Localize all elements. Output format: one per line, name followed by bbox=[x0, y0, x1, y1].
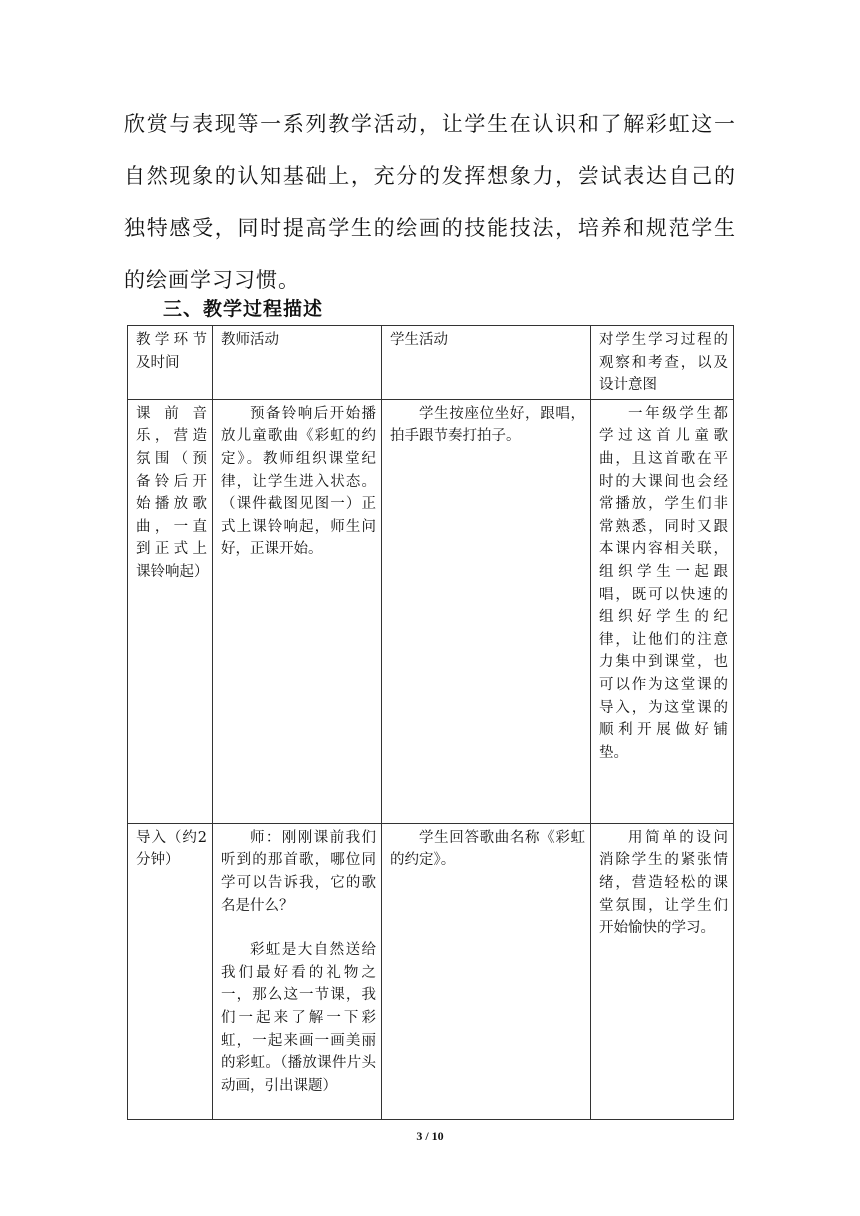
header-teacher-activity: 教师活动 bbox=[213, 326, 382, 400]
table-row bbox=[128, 823, 734, 1119]
intro-paragraph: 欣赏与表现等一系列教学活动，让学生在认识和了解彩虹这一自然现象的认知基础上，充分的发挥想象力，尝试表达自己的独特感受，同时提高学生的绘画的技能技法，培养和规范学生的绘画学习习惯。 bbox=[124, 112, 736, 292]
table-header-row bbox=[128, 326, 734, 400]
stage-cell: 导入（约2分钟） bbox=[128, 823, 213, 1119]
teacher-activity-cell bbox=[213, 823, 382, 1119]
teacher-activity-text: 彩虹是大自然送给我们最好看的礼物之一，那么这一节课，我们一起来了解一下彩虹，一起来画一画美丽的彩虹。（播放课件片头动画，引出课题） bbox=[221, 942, 376, 1094]
header-student-activity: 学生活动 bbox=[382, 326, 591, 400]
teacher-activity-text: 师：刚刚课前我们听到的那首歌，哪位同学可以告诉我，它的歌名是什么？ bbox=[221, 829, 376, 914]
header-design-intent: 对学生学习过程的观察和考查，以及设计意图 bbox=[591, 326, 734, 400]
design-intent-text: 用简单的设问消除学生的紧张情绪，营造轻松的课堂氛围，让学生们开始愉快的学习。 bbox=[599, 829, 728, 937]
table-row bbox=[128, 399, 734, 823]
teaching-process-table bbox=[127, 325, 734, 1120]
header-stage: 教学环节及时间 bbox=[128, 326, 213, 400]
design-intent-cell bbox=[591, 399, 734, 823]
design-intent-cell bbox=[591, 823, 734, 1119]
student-activity-cell bbox=[382, 399, 591, 823]
section-title: 三、教学过程描述 bbox=[163, 298, 324, 320]
stage-cell: 课前音乐，营造氛围（预备铃后开始播放歌曲，一直到正式上课铃响起） bbox=[128, 399, 213, 823]
student-activity-text: 学生按座位坐好，跟唱，拍手跟节奏打拍子。 bbox=[390, 405, 585, 445]
design-intent-text: 一年级学生都学过这首儿童歌曲，且这首歌在平时的大课间也会经常播放，学生们非常熟悉，同时又跟本课内容相关联，组织学生一起跟唱，既可以快速的组织好学生的纪律，让他们的注意力集中到课堂，也可以作为这堂课的导入，为这堂课的顺利开展做好铺垫。 bbox=[599, 405, 728, 761]
teacher-activity-text: 预备铃响后开始播放儿童歌曲《彩虹的约定》。教师组织课堂纪律，让学生进入状态。（课件截图见图一）正式上课铃响起，师生问好，正课开始。 bbox=[221, 405, 376, 558]
student-activity-cell bbox=[382, 823, 591, 1119]
page-number: 3 / 10 bbox=[416, 1129, 444, 1143]
student-activity-text: 学生回答歌曲名称《彩虹的约定》。 bbox=[390, 829, 585, 869]
teacher-activity-cell bbox=[213, 399, 382, 823]
